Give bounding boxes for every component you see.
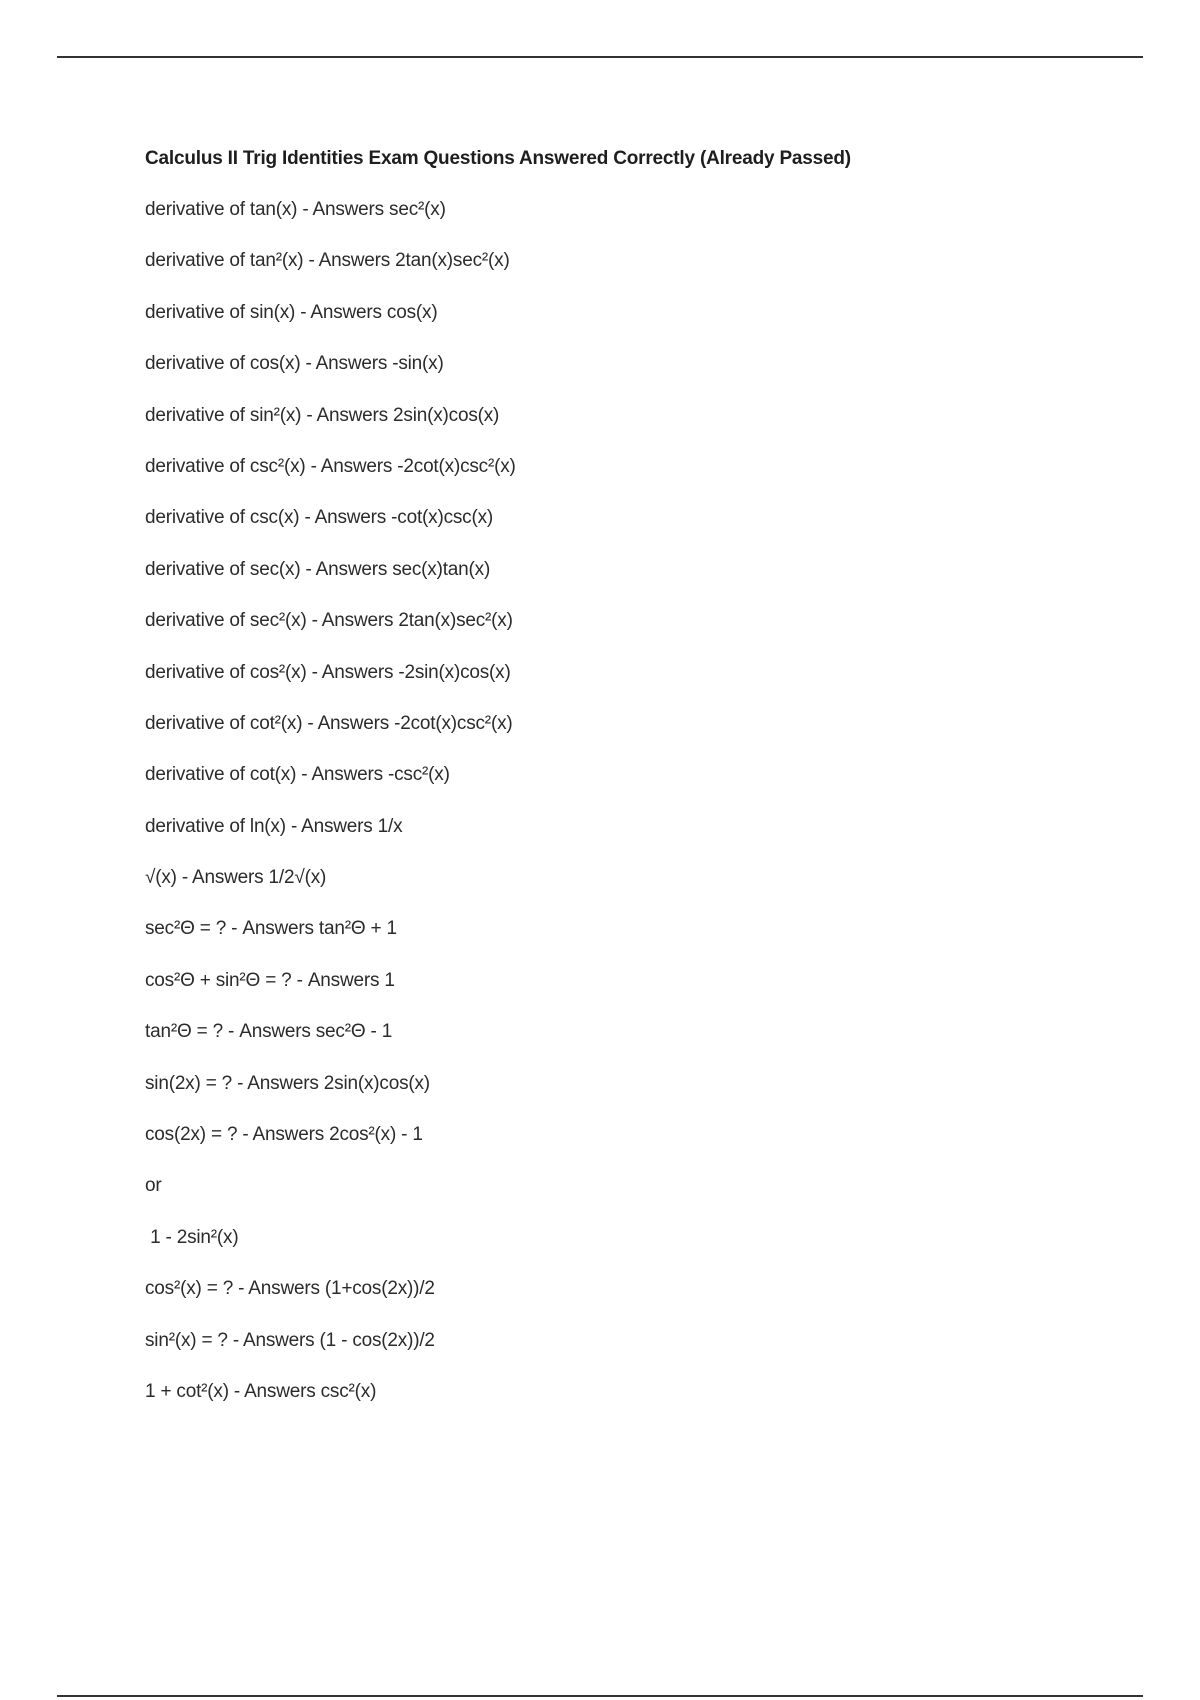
- header-rule: [57, 56, 1143, 58]
- qa-line: sin²(x) = ? - Answers (1 - cos(2x))/2: [145, 1329, 435, 1351]
- qa-line: derivative of cot(x) - Answers -csc²(x): [145, 764, 450, 786]
- qa-list: [145, 195, 1095, 1407]
- qa-line: derivative of tan²(x) - Answers 2tan(x)sec²(x): [145, 250, 510, 272]
- qa-line: cos²(x) = ? - Answers (1+cos(2x))/2: [145, 1278, 435, 1300]
- qa-line: sin(2x) = ? - Answers 2sin(x)cos(x): [145, 1072, 430, 1094]
- qa-line: derivative of sec(x) - Answers sec(x)tan(x): [145, 558, 491, 580]
- qa-line: derivative of cos(x) - Answers -sin(x): [145, 353, 444, 375]
- qa-line: 1 - 2sin²(x): [145, 1226, 239, 1248]
- document-body: [145, 144, 1095, 1428]
- qa-line: or: [145, 1175, 162, 1197]
- qa-line: cos(2x) = ? - Answers 2cos²(x) - 1: [145, 1124, 423, 1146]
- qa-line: derivative of sin²(x) - Answers 2sin(x)cos(x): [145, 404, 500, 426]
- qa-line: derivative of ln(x) - Answers 1/x: [145, 815, 403, 837]
- qa-line: derivative of cos²(x) - Answers -2sin(x)cos(x): [145, 661, 511, 683]
- qa-line: tan²Θ = ? - Answers sec²Θ - 1: [145, 1021, 393, 1043]
- document-title: Calculus II Trig Identities Exam Questions Answered Correctly (Already Passed): [145, 148, 851, 169]
- qa-line: 1 + cot²(x) - Answers csc²(x): [145, 1380, 377, 1402]
- qa-line: derivative of csc(x) - Answers -cot(x)csc(x): [145, 507, 494, 529]
- footer-rule: [57, 1695, 1143, 1697]
- qa-line: derivative of sin(x) - Answers cos(x): [145, 301, 438, 323]
- qa-line: derivative of csc²(x) - Answers -2cot(x)csc²(x): [145, 455, 516, 477]
- qa-line: derivative of sec²(x) - Answers 2tan(x)sec²(x): [145, 610, 513, 632]
- qa-line: cos²Θ + sin²Θ = ? - Answers 1: [145, 969, 395, 991]
- qa-line: √(x) - Answers 1/2√(x): [145, 867, 327, 889]
- qa-line: derivative of tan(x) - Answers sec²(x): [145, 199, 446, 220]
- qa-line: derivative of cot²(x) - Answers -2cot(x)csc²(x): [145, 712, 513, 734]
- qa-line: sec²Θ = ? - Answers tan²Θ + 1: [145, 918, 397, 940]
